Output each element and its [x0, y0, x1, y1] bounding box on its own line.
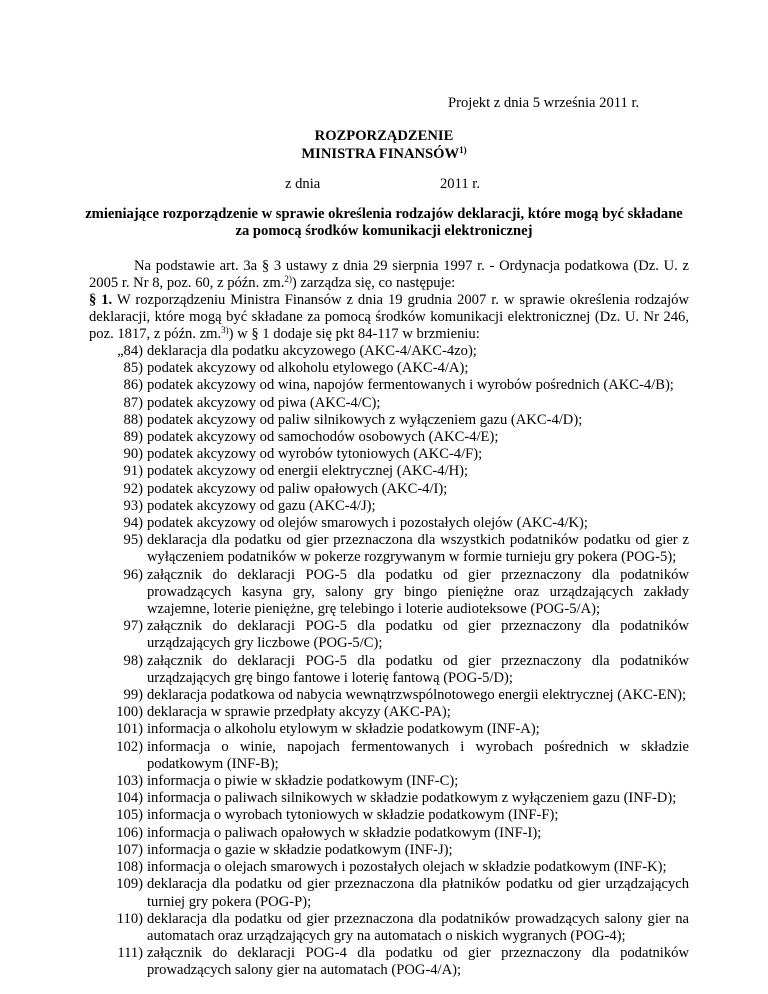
list-item-text: załącznik do deklaracji POG-5 dla podatku od gier przeznaczony dla podatników prowadzących kasyna gry, salony gry bingo pieniężne oraz urządzających zakłady wzajemne, loterie pieniężne, grę telebingo i loterie audioteksowe (POG-5/A);: [147, 566, 689, 618]
list-item: [89, 911, 689, 945]
list-item-number: „84): [117, 343, 143, 359]
section-1-footnote: 3): [221, 325, 229, 336]
list-item-text: informacja o gazie w składzie podatkowym (INF-J);: [147, 841, 453, 858]
list-item: [89, 704, 689, 721]
list-item: [89, 498, 689, 515]
list-item-number: 106): [116, 824, 143, 841]
list-item-text: deklaracja podatkowa od nabycia wewnątrzwspólnotowego energii elektrycznej (AKC-EN);: [147, 687, 687, 704]
list-item: [89, 395, 689, 412]
intro-footnote: 2): [284, 274, 292, 285]
title-footnote: 1): [459, 145, 467, 155]
item-list: [89, 343, 689, 980]
list-item: [89, 859, 689, 876]
list-item: [89, 773, 689, 790]
list-item-text: podatek akcyzowy od gazu (AKC-4/J);: [147, 497, 376, 514]
list-item-number: 99): [123, 687, 143, 704]
list-item: [89, 807, 689, 824]
section-1-paragraph: [89, 292, 689, 344]
list-item-text: deklaracja dla podatku od gier przeznaczona dla wszystkich podatników podatku od gier z wyłączeniem podatników w pokerze rozgrywanym w formie turnieju gry pokera (POG-5);: [147, 532, 689, 566]
list-item: [89, 343, 689, 360]
list-item: [89, 687, 689, 704]
list-item-text: podatek akcyzowy od samochodów osobowych (AKC-4/E);: [147, 429, 499, 446]
list-item-text: podatek akcyzowy od wina, napojów fermentowanych i wyrobów pośrednich (AKC-4/B);: [147, 377, 674, 394]
list-item: [89, 360, 689, 377]
list-item-number: 111): [117, 945, 143, 962]
list-item-text: informacja o paliwach silnikowych w składzie podatkowym z wyłączeniem gazu (INF-D);: [147, 790, 677, 807]
intro-paragraph: [89, 258, 689, 292]
list-item-text: informacja o alkoholu etylowym w składzie podatkowym (INF-A);: [147, 721, 540, 738]
section-1-text: W rozporządzeniu Ministra Finansów z dnia 19 grudnia 2007 r. w sprawie określenia rodzajów deklaracji, które mogą być składane za pomocą środków komunikacji elektronicznej (Dz. U. Nr 246, poz. 1817, z późn. zm.: [89, 292, 690, 343]
list-item-text: deklaracja dla podatku akcyzowego (AKC-4/AKC-4zo);: [147, 343, 477, 359]
list-item-number: 94): [123, 515, 143, 532]
section-1-label: § 1.: [89, 292, 113, 308]
subject-line2: za pomocą środków komunikacji elektronicznej: [235, 223, 533, 239]
list-item-text: informacja o wyrobach tytoniowych w składzie podatkowym (INF-F);: [147, 807, 559, 824]
list-item: [89, 515, 689, 532]
list-item-text: informacja o olejach smarowych i pozostałych olejach w składzie podatkowym (INF-K);: [147, 859, 667, 876]
list-item-text: informacja o piwie w składzie podatkowym (INF-C);: [147, 773, 459, 790]
list-item: [89, 618, 689, 652]
list-item-number: 98): [123, 652, 143, 669]
list-item: [89, 945, 689, 979]
list-item-text: podatek akcyzowy od alkoholu etylowego (AKC-4/A);: [147, 360, 469, 377]
list-item-number: 88): [123, 411, 143, 428]
list-item-text: podatek akcyzowy od paliw silnikowych z wyłączeniem gazu (AKC-4/D);: [147, 411, 583, 428]
list-item: [89, 429, 689, 446]
list-item-number: 92): [123, 480, 143, 497]
intro-text-end: ) zarządza się, co następuje:: [291, 275, 456, 292]
section-1-text-end: ) w § 1 dodaje się pkt 84-117 w brzmieniu:: [228, 326, 480, 343]
list-item: [89, 825, 689, 842]
list-item-number: 101): [116, 721, 143, 738]
list-item-number: 97): [123, 618, 143, 635]
list-item-number: 105): [116, 807, 143, 824]
list-item-text: deklaracja w sprawie przedpłaty akcyzy (AKC-PA);: [147, 704, 451, 721]
date-year: 2011 r.: [440, 176, 480, 192]
list-item-number: 91): [123, 463, 143, 480]
list-item-number: 108): [116, 859, 143, 876]
list-item-number: 107): [116, 841, 143, 858]
list-item-number: 90): [123, 446, 143, 463]
list-item: [89, 377, 689, 394]
list-item: [89, 653, 689, 687]
list-item-text: załącznik do deklaracji POG-4 dla podatku od gier przeznaczony dla podatników prowadzących salony gier na automatach (POG-4/A);: [147, 945, 689, 979]
list-item-text: podatek akcyzowy od piwa (AKC-4/C);: [147, 394, 381, 411]
list-item-number: 102): [116, 738, 143, 755]
list-item-number: 100): [116, 704, 143, 721]
list-item-text: deklaracja dla podatku od gier przeznaczona dla płatników podatku od gier urządzających turniej gry pokera (POG-P);: [147, 876, 689, 910]
list-item: [89, 567, 689, 619]
list-item-number: 87): [123, 394, 143, 411]
list-item: [89, 446, 689, 463]
list-item: [89, 721, 689, 738]
list-item-number: 95): [123, 532, 143, 549]
list-item-number: 103): [116, 773, 143, 790]
list-item-number: 109): [116, 876, 143, 893]
list-item-number: 86): [123, 377, 143, 394]
intro-text: Na podstawie art. 3a § 3 ustawy z dnia 29 sierpnia 1997 r. - Ordynacja podatkowa (Dz. U. z 2005 r. Nr 8, poz. 60, z późn. zm.: [89, 258, 689, 292]
list-item-number: 89): [123, 429, 143, 446]
date-prefix: z dnia: [285, 176, 321, 192]
title-line2: [0, 146, 768, 163]
list-item-text: informacja o paliwach opałowych w składzie podatkowym (INF-I);: [147, 824, 542, 841]
list-item: [89, 842, 689, 859]
list-item-number: 110): [116, 910, 143, 927]
list-item-text: informacja o winie, napojach fermentowanych i wyrobach pośrednich w składzie podatkowym (INF-B);: [147, 738, 689, 772]
list-item: [89, 463, 689, 480]
draft-date: Projekt z dnia 5 września 2011 r.: [448, 95, 640, 111]
list-item: [89, 739, 689, 773]
list-item-text: deklaracja dla podatku od gier przeznaczona dla podatników prowadzących salony gier na automatach oraz urządzających gry na automatach o niskich wygranych (POG-4);: [147, 910, 689, 944]
title-line1: ROZPORZĄDZENIE: [314, 128, 454, 144]
list-item: [89, 481, 689, 498]
subject-line1: zmieniające rozporządzenie w sprawie określenia rodzajów deklaracji, które mogą być składane: [85, 206, 683, 222]
list-item: [89, 412, 689, 429]
list-item: [89, 790, 689, 807]
list-item-text: podatek akcyzowy od energii elektrycznej (AKC-4/H);: [147, 463, 469, 480]
list-item-number: 93): [123, 497, 143, 514]
list-item-text: podatek akcyzowy od paliw opałowych (AKC-4/I);: [147, 480, 448, 497]
list-item-number: 104): [116, 790, 143, 807]
list-item-number: 96): [123, 566, 143, 583]
list-item: [89, 876, 689, 910]
list-item-text: załącznik do deklaracji POG-5 dla podatku od gier przeznaczony dla podatników urządzających gry liczbowe (POG-5/C);: [147, 618, 689, 652]
list-item-text: podatek akcyzowy od olejów smarowych i pozostałych olejów (AKC-4/K);: [147, 515, 588, 532]
list-item: [89, 532, 689, 566]
list-item-number: 85): [123, 360, 143, 377]
title-line2-text: MINISTRA FINANSÓW: [301, 146, 460, 162]
list-item-text: załącznik do deklaracji POG-5 dla podatku od gier przeznaczony dla podatników urządzających grę bingo fantowe i loterię fantową (POG-5/D);: [147, 652, 689, 686]
list-item-text: podatek akcyzowy od wyrobów tytoniowych (AKC-4/F);: [147, 446, 483, 463]
